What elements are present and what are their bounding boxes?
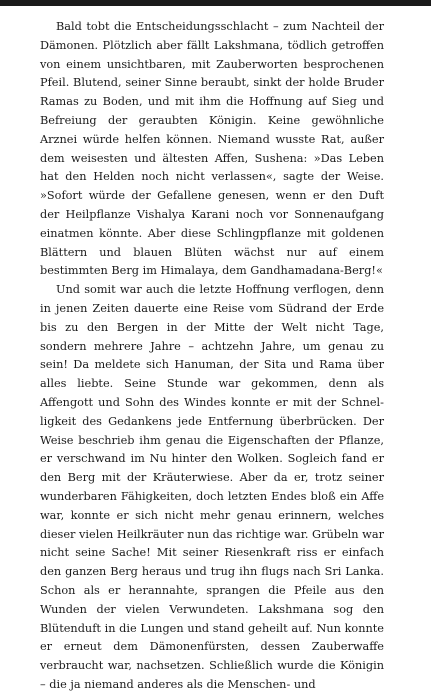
header-rule xyxy=(0,0,431,6)
paragraph-2: Und somit war auch die letzte Hoffnung verflogen, denn in jenen Zeiten dauerte eine Reise vom Südrand der Erde bis zu den Bergen in der Mitte der Welt nicht Tage, sondern mehrere Jahre – achtzehn Jahre, um genau zu sein! Da meldete sich Hanuman, der Sita und Rama über alles liebte. Seine Stunde war gekommen, denn als Affengott und Sohn des Windes konnte er mit der Schnelligkeit des Gedankens jede Entfernung überbrücken. Der Weise beschrieb ihm genau die Eigenschaften der Pflanze, er verschwand im Nu hinter den Wolken. Sogleich fand er den Berg mit der Kräuterwiese. Aber da er, trotz seiner wunderbaren Fähigkeiten, doch letzten Endes bloß ein Affe war, konnte er sich nicht mehr genau erinnern, welches dieser vielen Heilkräuter nun das richtige war. Grübeln war nicht seine Sache! Mit seiner Riesenkraft riss er einfach den ganzen Berg heraus und trug ihn flugs nach Sri Lanka. Schon als er herannahte, sprangen die Pfeile aus den Wunden der vielen Verwundeten. Lakshmana sog den Blütenduft in die Lungen und stand geheilt auf. Nun konnte er erneut dem Dämonenfürsten, dessen Zauberwaffe verbraucht war, nachsetzen. Schließlich wurde die Königin – die ja niemand anderes als die Menschen- und xyxy=(40,283,384,691)
paragraph-1: Bald tobt die Entscheidungsschlacht – zum Nachteil der Dämonen. Plötzlich aber fällt Lakshmana, tödlich getroffen von einem unsichtbaren, mit Zauberworten besprochenen Pfeil. Blutend, seiner Sinne beraubt, sinkt der holde Bruder Ramas zu Boden, und mit ihm die Hoffnung auf Sieg und Befreiung der geraubten Königin. Keine gewöhnliche Arznei würde helfen können. Niemand wusste Rat, außer dem weisesten und ältesten Affen, Sushena: »Das Leben hat den Helden noch nicht verlassen«, sagte der Weise. »Sofort würde der Gefallene genesen, wenn er den Duft der Heilpflanze Vishalya Karani noch vor Sonnenaufgang einatmen könnte. Aber diese Schlingpflanze mit goldenen Blättern und blauen Blüten wächst nur auf einem bestimmten Berg im Himalaya, dem Gandhamadana-Berg!« xyxy=(40,20,384,278)
body-text xyxy=(40,18,384,695)
